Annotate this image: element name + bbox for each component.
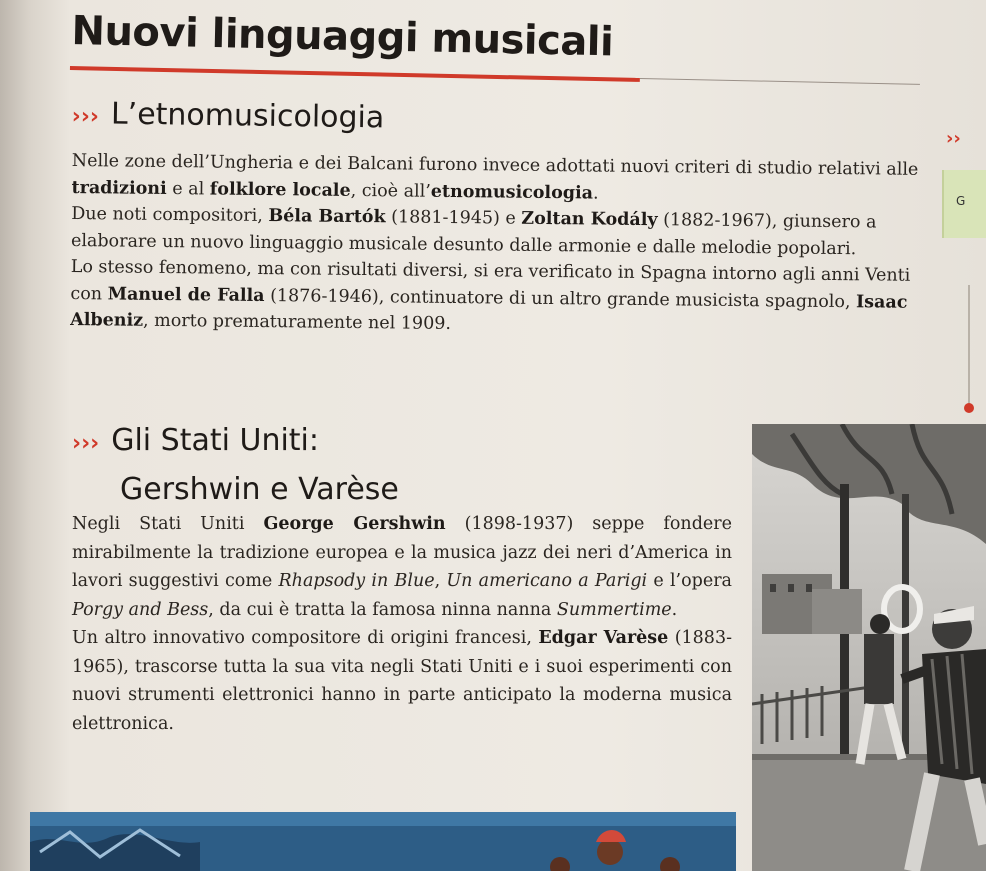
sidebar-marker: ››: [946, 128, 961, 149]
bottom-photo-strip: [30, 812, 736, 871]
porgy-and-bess-photo: [752, 424, 986, 871]
sidebar-timeline-dot: [964, 403, 974, 413]
section-heading-etnomusicologia: [72, 96, 385, 135]
title-rule-extension: [640, 78, 920, 85]
paragraph: Lo stesso fenomeno, ma con risultati diversi, si era verificato in Spagna intorno agli anni Venti con Manuel de Falla (1876-1946), continuatore di un altro grande musicista spagnolo, Isaac Albeniz, morto prematuramente nel 1909.: [70, 256, 911, 334]
section-marker: ›››: [72, 431, 100, 456]
section-heading-line1: Gli Stati Uniti:: [111, 423, 319, 458]
section-heading-text: L’etnomusicologia: [110, 96, 385, 136]
paragraph: Due noti compositori, Béla Bartók (1881-1945) e Zoltan Kodály (1882-1967), giunsero a elaborare un nuovo linguaggio musicale desunto dalle armonie e dalle melodie popolari.: [70, 203, 877, 259]
section1-body: [70, 148, 934, 343]
page-title: Nuovi linguaggi musicali: [71, 8, 614, 66]
sidebar-timeline-line: [968, 285, 970, 410]
section-heading-stati-uniti: [72, 418, 399, 513]
paragraph: Negli Stati Uniti George Gershwin (1898-1937) seppe fondere mirabilmente la tradizione europea e la musica jazz dei neri d’America in lavori suggestivi come Rhapsody in Blue, Un americano a Parigi e l’opera Porgy and Bess, da cui è tratta la famosa ninna nanna Summertime.: [72, 514, 732, 620]
section-marker: ›››: [71, 103, 100, 130]
sidebar-tab-letter: G: [956, 194, 966, 208]
paragraph: Nelle zone dell’Ungheria e dei Balcani furono invece adottati nuovi criteri di studio relativi alle tradizioni e al folklore locale, cioè all’etnomusicologia.: [71, 150, 919, 204]
section2-body: [72, 510, 732, 738]
title-underline: [70, 66, 640, 82]
paragraph: Un altro innovativo compositore di origini francesi, Edgar Varèse (1883-1965), trascorse tutta la sua vita negli Stati Uniti e i suoi esperimenti con nuovi strumenti elettronici hanno in parte anticipato la moderna musica elettronica.: [72, 628, 732, 734]
section-heading-line2: Gershwin e Varèse: [120, 472, 399, 507]
